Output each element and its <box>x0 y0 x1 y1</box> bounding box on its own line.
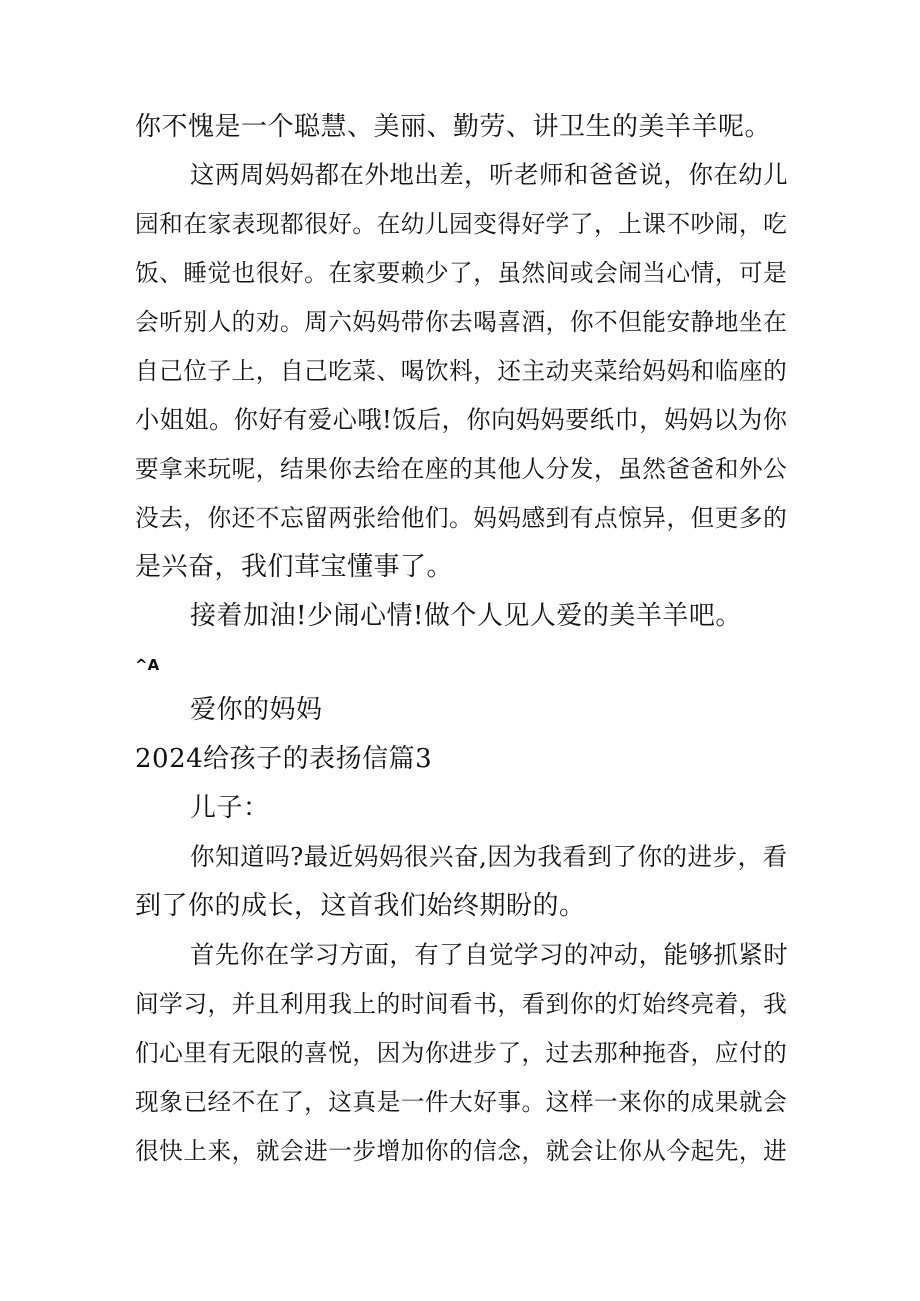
text-line: 园和在家表现都很好。在幼儿园变得好学了，上课不吵闹，吃 <box>135 210 788 238</box>
paragraph-first-line: 这两周妈妈都在外地出差，听老师和爸爸说，你在幼儿 <box>190 160 789 189</box>
text-line: 是兴奋，我们茸宝懂事了。 <box>135 552 454 582</box>
text-line: 们心里有无限的喜悦，因为你进步了，过去那种拖沓，应付的 <box>135 1039 788 1067</box>
text-line: 要拿来玩呢，结果你去给在座的其他人分发，虽然爸爸和外公 <box>135 455 788 483</box>
text-line: 现象已经不在了，这真是一件大好事。这样一来你的成果就会 <box>135 1088 788 1116</box>
paragraph-first-line: 接着加油!少闹心情!做个人见人爱的美羊羊吧。 <box>190 601 742 631</box>
text-line: 你不愧是一个聪慧、美丽、勤劳、讲卫生的美羊羊呢。 <box>135 112 772 142</box>
text-line: 自己位子上，自己吃菜、喝饮料，还主动夹菜给妈妈和临座的 <box>135 357 788 385</box>
text-line: 饭、睡觉也很好。在家要赖少了，虽然间或会闹当心情，可是 <box>135 259 788 287</box>
text-line: 小姐姐。你好有爱心哦!饭后，你向妈妈要纸巾，妈妈以为你 <box>135 406 788 434</box>
paragraph-first-line: 首先你在学习方面，有了自觉学习的冲动，能够抓紧时 <box>190 940 789 969</box>
text-line: 很快上来，就会进一步增加你的信念，就会让你从今起先，进 <box>135 1137 788 1165</box>
text-line: 到了你的成长，这首我们始终期盼的。 <box>135 891 586 921</box>
text-line: 会听别人的劝。周六妈妈带你去喝喜酒，你不但能安静地坐在 <box>135 308 788 336</box>
text-line: 间学习，并且利用我上的时间看书，看到你的灯始终亮着，我 <box>135 990 788 1018</box>
text-line: 没去，你还不忘留两张给他们。妈妈感到有点惊异，但更多的 <box>135 504 788 532</box>
salutation: 儿子： <box>190 793 270 823</box>
paragraph-first-line: 你知道吗?最近妈妈很兴奋,因为我看到了你的进步，看 <box>190 842 788 871</box>
stray-mark: ^A <box>135 656 160 674</box>
signature-line: 爱你的妈妈 <box>190 695 323 725</box>
section-heading: 2024给孩子的表扬信篇3 <box>135 744 433 774</box>
